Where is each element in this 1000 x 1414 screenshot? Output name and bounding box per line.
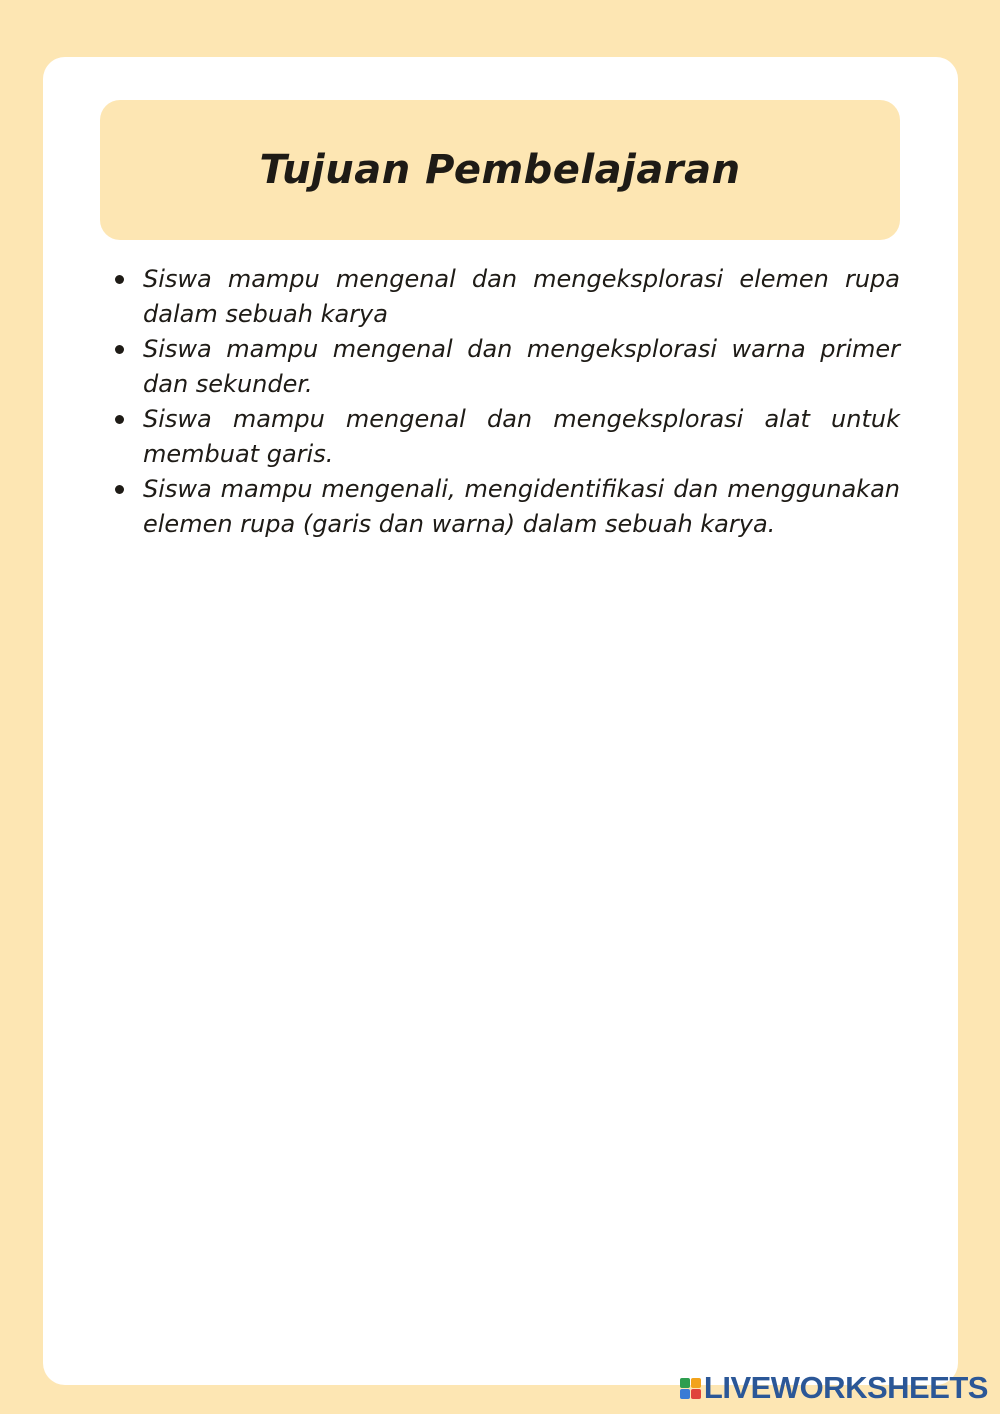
worksheet-card	[43, 57, 958, 1385]
logo-square-icon	[691, 1378, 701, 1388]
objective-text: Siswa mampu mengenal dan mengeksplorasi elemen rupa dalam sebuah karya	[143, 265, 900, 328]
list-item	[111, 332, 900, 402]
objective-text: Siswa mampu mengenali, mengidentifikasi dan menggunakan elemen rupa (garis dan warna) dalam sebuah karya.	[143, 475, 900, 538]
objective-text: Siswa mampu mengenal dan mengeksplorasi alat untuk membuat garis.	[143, 405, 900, 468]
logo-square-icon	[680, 1378, 690, 1388]
title-banner	[100, 100, 900, 240]
liveworksheets-logo-icon	[680, 1378, 701, 1399]
list-item	[111, 262, 900, 332]
brand-name: LIVEWORKSHEETS	[703, 1370, 988, 1405]
bullet-icon	[115, 415, 124, 424]
list-item	[111, 402, 900, 472]
bullet-icon	[115, 275, 124, 284]
logo-square-icon	[691, 1389, 701, 1399]
bullet-icon	[115, 485, 124, 494]
logo-square-icon	[680, 1389, 690, 1399]
list-item	[111, 472, 900, 542]
liveworksheets-watermark[interactable]	[680, 1370, 988, 1406]
objectives-list	[111, 262, 900, 542]
page-title: Tujuan Pembelajaran	[259, 147, 741, 193]
bullet-icon	[115, 345, 124, 354]
objective-text: Siswa mampu mengenal dan mengeksplorasi warna primer dan sekunder.	[143, 335, 900, 398]
